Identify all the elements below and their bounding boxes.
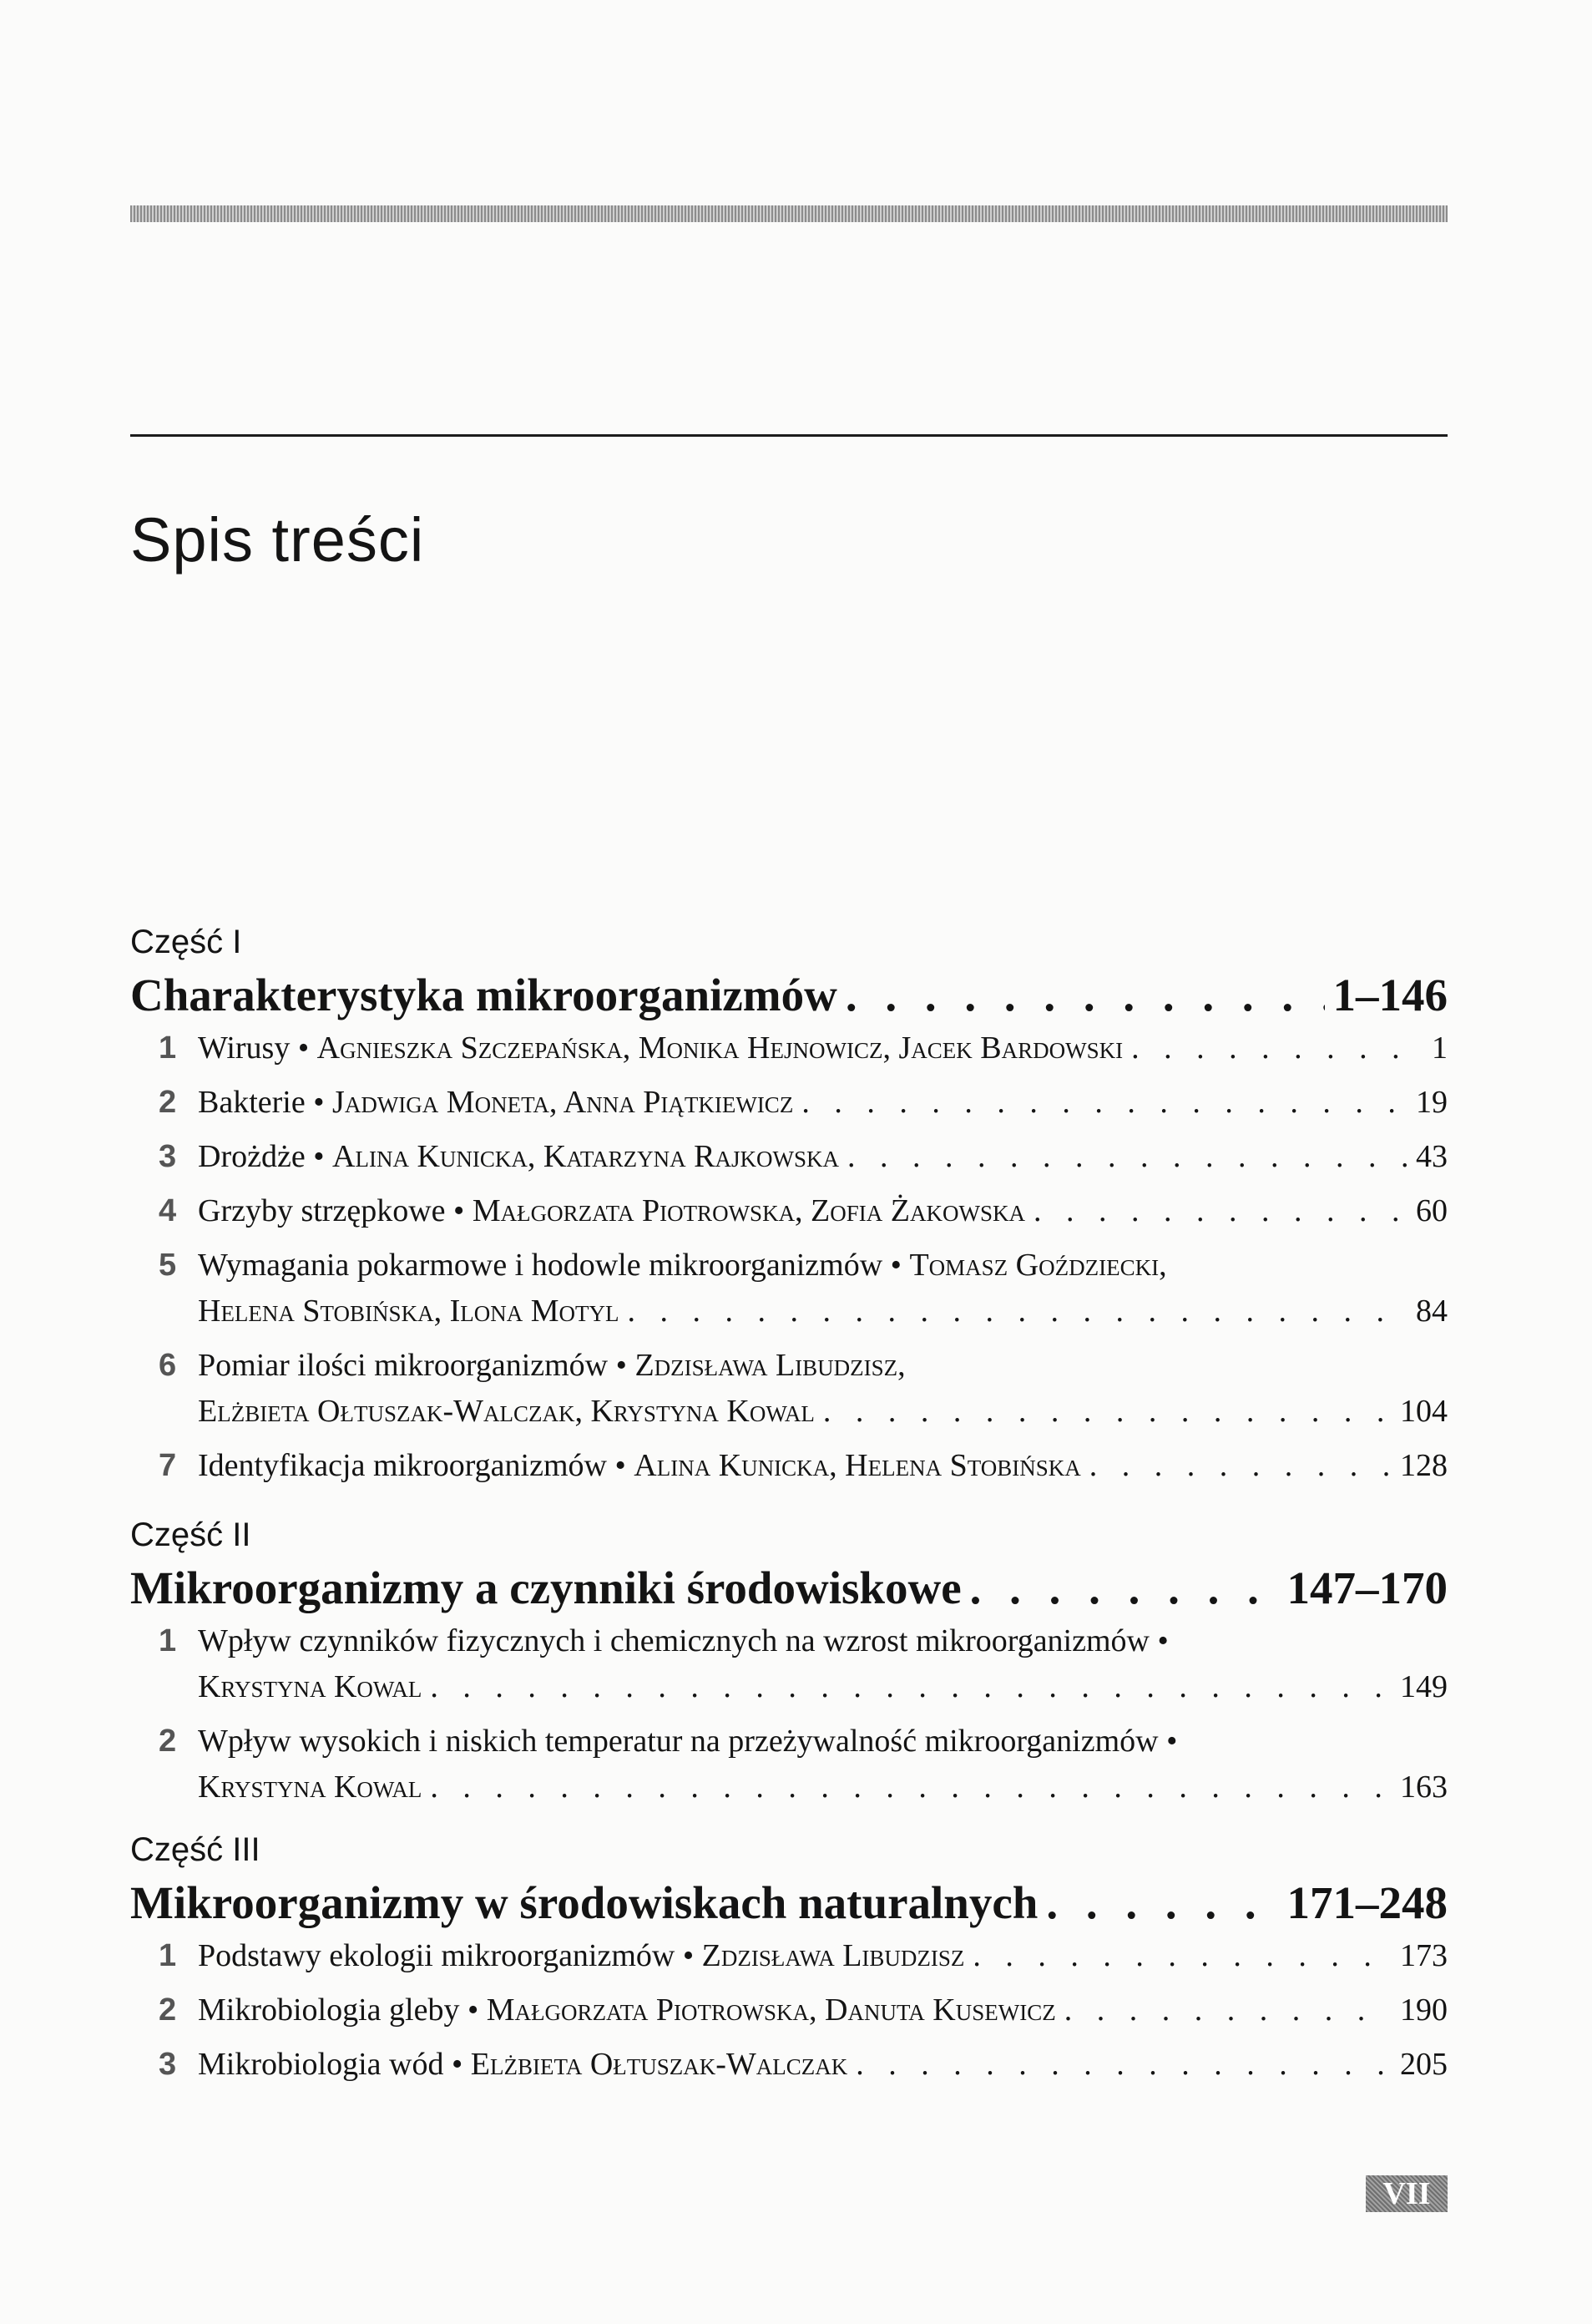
chapter-number: 1 [159, 1030, 177, 1066]
page-folio: VII [1366, 2175, 1448, 2212]
part-label: Część I [130, 924, 242, 960]
chapter-number: 1 [159, 1938, 177, 1973]
bullet: • [1166, 1724, 1178, 1759]
chapter-title: Mikrobiologia wód [198, 2047, 444, 2082]
chapter-authors: Zdzisława Libudzisz, [634, 1348, 906, 1383]
chapter-title: Mikrobiologia gleby [198, 1992, 460, 2028]
header-rule [130, 434, 1448, 437]
toc-entry[interactable] [159, 1192, 1448, 1229]
toc-entry[interactable] [159, 1623, 1448, 1659]
bullet: • [453, 1193, 465, 1228]
bullet: • [313, 1085, 325, 1120]
part-label: Część III [130, 1831, 260, 1868]
bullet: • [682, 1938, 695, 1973]
page-number: 19 [1416, 1085, 1448, 1120]
chapter-number: 1 [159, 1623, 177, 1658]
leader-dots [1064, 1992, 1392, 2028]
toc-entry-continuation[interactable] [198, 1668, 1448, 1705]
chapter-title: Identyfikacja mikroorganizmów [198, 1448, 607, 1483]
chapter-number: 3 [159, 1139, 177, 1174]
page-number: 149 [1400, 1669, 1448, 1704]
leader-dots [1131, 1030, 1423, 1066]
toc-entry[interactable] [159, 1937, 1448, 1974]
chapter-title: Pomiar ilości mikroorganizmów [198, 1348, 609, 1383]
leader-dots [1034, 1192, 1408, 1229]
page-number: 104 [1400, 1394, 1448, 1429]
chapter-authors: Alina Kunicka, Katarzyna Rajkowska [332, 1139, 839, 1174]
toc-entry[interactable] [159, 1723, 1448, 1759]
chapter-authors: Elżbieta Ołtuszak-Walczak [470, 2047, 848, 2082]
chapter-number: 7 [159, 1448, 177, 1483]
page-number: 163 [1400, 1770, 1448, 1805]
page-number: 43 [1416, 1139, 1448, 1174]
page-number: 1 [1432, 1030, 1448, 1066]
bullet: • [297, 1030, 310, 1066]
leader-dots [823, 1393, 1392, 1430]
leader-dots [847, 1138, 1408, 1175]
part-heading [130, 1876, 1448, 1929]
chapter-authors: Elżbieta Ołtuszak-Walczak, Krystyna Kowal [198, 1394, 815, 1429]
chapter-number: 5 [159, 1248, 177, 1283]
chapter-authors: Tomasz Goździecki, [909, 1248, 1167, 1283]
chapter-authors: Małgorzata Piotrowska, Zofia Żakowska [472, 1193, 1025, 1228]
chapter-authors: Krystyna Kowal [198, 1770, 422, 1805]
bullet: • [1157, 1623, 1169, 1658]
chapter-authors: Agnieszka Szczepańska, Monika Hejnowicz, Jacek Bardowski [316, 1030, 1124, 1066]
part-title: Mikroorganizmy a czynniki środowiskowe [130, 1562, 962, 1613]
leader-dots [856, 2046, 1392, 2083]
bullet: • [467, 1992, 479, 2028]
chapter-number: 3 [159, 2047, 177, 2082]
header-band [130, 205, 1448, 222]
chapter-title: Grzyby strzępkowe [198, 1193, 446, 1228]
bullet: • [615, 1348, 627, 1383]
leader-dots [430, 1668, 1392, 1705]
toc-entry[interactable] [159, 1347, 1448, 1384]
chapter-authors: Jadwiga Moneta, Anna Piątkiewicz [332, 1085, 794, 1120]
chapter-title: Wpływ wysokich i niskich temperatur na przeżywalność mikroorganizmów [198, 1724, 1159, 1759]
leader-dots [627, 1293, 1408, 1329]
part-title: Mikroorganizmy w środowiskach naturalnych [130, 1877, 1039, 1928]
leader-dots [430, 1769, 1392, 1805]
chapter-title: Drożdże [198, 1139, 306, 1174]
chapter-number: 2 [159, 1085, 177, 1120]
chapter-number: 2 [159, 1724, 177, 1759]
toc-entry-continuation[interactable] [198, 1393, 1448, 1430]
bullet: • [614, 1448, 626, 1483]
part-heading [130, 1562, 1448, 1614]
chapter-authors: Krystyna Kowal [198, 1669, 422, 1704]
page-number: 60 [1416, 1193, 1448, 1228]
page-number: 205 [1400, 2047, 1448, 2082]
bullet: • [313, 1139, 325, 1174]
bullet: • [890, 1248, 902, 1283]
chapter-authors: Zdzisława Libudzisz [701, 1938, 965, 1973]
chapter-authors: Małgorzata Piotrowska, Danuta Kusewicz [486, 1992, 1056, 2028]
part-page-range: 171–248 [1286, 1877, 1448, 1928]
chapter-title: Wymagania pokarmowe i hodowle mikroorganizmów [198, 1248, 883, 1283]
bullet: • [451, 2047, 463, 2082]
toc-entry[interactable] [159, 1030, 1448, 1066]
part-label: Część II [130, 1516, 251, 1553]
leader-dots [970, 1562, 1279, 1614]
page-number: 190 [1400, 1992, 1448, 2028]
chapter-number: 2 [159, 1992, 177, 2028]
leader-dots [846, 969, 1325, 1021]
chapter-number: 4 [159, 1193, 177, 1228]
part-page-range: 147–170 [1286, 1562, 1448, 1613]
chapter-number: 6 [159, 1348, 177, 1383]
page-number: 173 [1400, 1938, 1448, 1973]
chapter-title: Wirusy [198, 1030, 291, 1066]
toc-entry[interactable] [159, 1138, 1448, 1175]
toc-entry-continuation[interactable] [198, 1769, 1448, 1805]
toc-entry[interactable] [159, 1447, 1448, 1484]
chapter-title: Podstawy ekologii mikroorganizmów [198, 1938, 675, 1973]
part-title: Charakterystyka mikroorganizmów [130, 970, 837, 1020]
page-title: Spis treści [130, 505, 425, 575]
page-number: 128 [1400, 1448, 1448, 1483]
toc-entry[interactable] [159, 1084, 1448, 1121]
part-page-range: 1–146 [1332, 970, 1448, 1020]
leader-dots [1046, 1876, 1278, 1929]
part-heading [130, 969, 1448, 1021]
chapter-authors: Helena Stobińska, Ilona Motyl [198, 1294, 619, 1329]
toc-entry-continuation[interactable] [198, 1293, 1448, 1329]
toc-entry[interactable] [159, 1992, 1448, 2028]
chapter-title: Bakterie [198, 1085, 306, 1120]
chapter-title: Wpływ czynników fizycznych i chemicznych na wzrost mikroorganizmów [198, 1623, 1150, 1658]
leader-dots [801, 1084, 1408, 1121]
toc-entry[interactable] [159, 2046, 1448, 2083]
leader-dots [1089, 1447, 1392, 1484]
toc-entry[interactable] [159, 1247, 1448, 1284]
chapter-authors: Alina Kunicka, Helena Stobińska [634, 1448, 1081, 1483]
leader-dots [973, 1937, 1392, 1974]
page-number: 84 [1416, 1294, 1448, 1329]
